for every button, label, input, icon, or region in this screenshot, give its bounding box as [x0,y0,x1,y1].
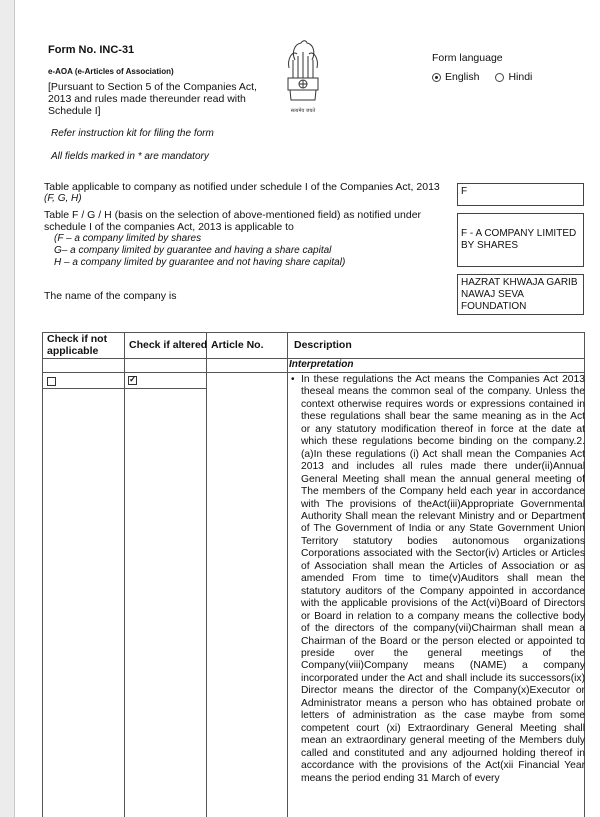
form-language-label: Form language [432,52,503,64]
table-applicable-options: (F, G, H) [44,193,82,204]
instruction-note: Refer instruction kit for filing the form [51,128,214,139]
company-name-field[interactable]: HAZRAT KHWAJA GARIB NAWAJ SEVA FOUNDATION [457,274,584,315]
mandatory-note: All fields marked in * are mandatory [51,151,209,162]
bullet-icon: • [291,374,295,385]
emblem-caption: सत्यमेव जयते [290,108,316,114]
section-title: Interpretation [289,359,354,370]
english-radio-label: English [445,71,480,83]
table-fgh-text: Table F / G / H (basis on the selection of above-mentioned field) as notified under schedule I of the companies Act, 2013 is applicable to [44,209,422,233]
english-radio-button[interactable] [432,73,441,82]
table-fgh-option-f: (F – a company limited by shares [54,233,202,244]
table-applicable-label [44,181,454,205]
language-radio-group [432,71,532,83]
form-number: Form No. INC-31 [48,44,135,56]
table-applicable-field[interactable]: F [457,183,584,206]
national-emblem-icon [281,38,325,120]
pursuant-note: [Pursuant to Section 5 of the Companies Act, 2013 and rules made thereunder read with Schedule I] [48,81,257,117]
table-fgh-field[interactable]: F - A COMPANY LIMITED BY SHARES [457,213,584,267]
hindi-radio-label: Hindi [508,71,533,83]
header-not-applicable: Check if not applicable [47,333,108,357]
company-name-label: The name of the company is [44,290,177,302]
table-applicable-text: Table applicable to company as notified under schedule I of the Companies Act, 2013 [44,181,440,193]
header-article-no: Article No. [211,339,264,351]
form-subtitle: e-AOA (e-Articles of Association) [48,67,174,76]
document-page [14,0,600,817]
table-fgh-option-h: H – a company limited by guarantee and not having share capital) [54,257,346,268]
header-altered: Check if altered [129,339,208,351]
hindi-radio-button[interactable] [495,73,504,82]
header-description: Description [294,339,352,351]
altered-checkbox[interactable] [128,376,137,385]
article-description[interactable]: In these regulations the Act means the Companies Act 2013 theseal means the common seal of the company. Unless the context otherwise requires words or expressions contained in these regulations shall bear the same meaning as in the Act or any statutory modification thereof in force at the date at which these regulations become binding on the company.2.(a)In these regulations (i) Act shall mean the Companies Act 2013 and includes all rules made there under(ii)Annual General Meeting shall mean the annual general meeting of The members of the Company held each year in accordance with The provisions of theAct(iii)Appropriate Governmental Authority Shall mean the relevant Ministry and or Department of The Government of India or any State Government Union Territory statutory bodies autonomous organizations Corporations associated with the Sector(iv) Articles or Articles of Association shall mean the Articles of Association or as amended From time to time(v)Auditors shall mean the statutory auditors of the Company appointed in accordance with the applicable provisions of the Act(vi)Board of Directors or Board in relation to a company means the collective body of the directors of the company(vii)Chairman shall mean a Chairman of the Board or the person elected or appointed to preside over the general meetings of the Company(viii)Company means (NAME) a company incorporated under the Act and shall include its successors(ix) Director means the director of the Company(x)Executor or Administrator means a person who has obtained probate or letters of administration as the case maybe from some competent court (xi) Extraordinary General Meeting shall mean an extraordinary general meeting of the Members duly called and constituted and any adjourned holding thereof in accordance with the provisions of the Act(xii Financial Year means the period ending 31 March of every [301,374,585,784]
table-fgh-label [44,209,449,269]
not-applicable-checkbox[interactable] [47,377,56,386]
table-fgh-option-g: G– a company limited by guarantee and having a share capital [54,245,332,256]
